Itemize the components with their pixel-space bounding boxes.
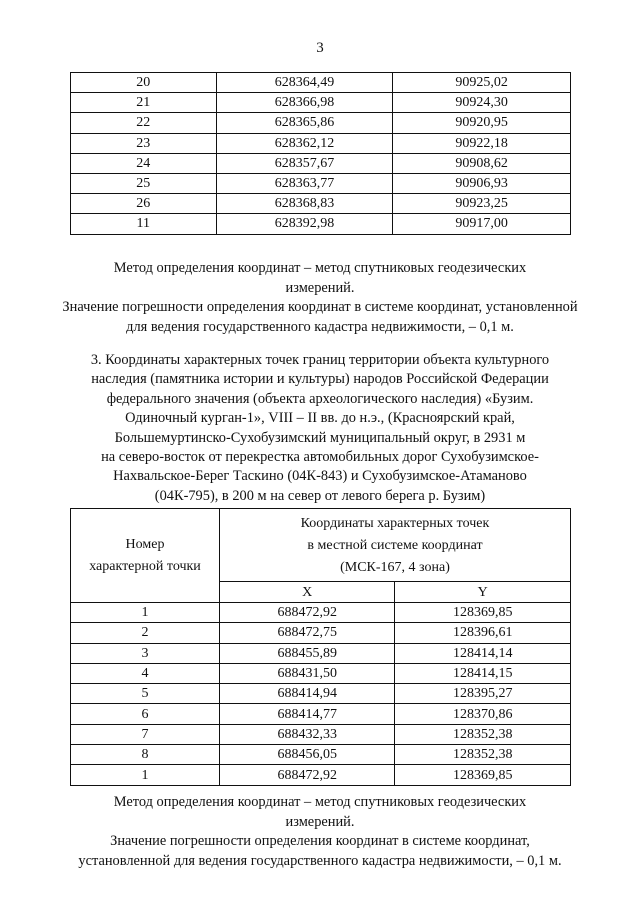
cell-y: 90908,62 [393, 153, 571, 173]
cell-y: 90922,18 [393, 133, 571, 153]
header-line: Координаты характерных точек [300, 516, 490, 531]
cell-y: 128369,85 [395, 603, 571, 623]
cell-y: 90924,30 [393, 93, 571, 113]
cell-point-number: 11 [71, 214, 217, 234]
table-row [71, 173, 571, 193]
table-row [71, 603, 571, 623]
cell-x: 688432,33 [220, 724, 395, 744]
cell-x: 628362,12 [216, 133, 393, 153]
cell-y: 90923,25 [393, 194, 571, 214]
table-row [71, 724, 571, 744]
table-row [71, 663, 571, 683]
section-line: федерального значения (объекта археологического наследия) «Бузим. [106, 390, 534, 407]
section-line: Большемуртинско-Сухобузимский муниципальный округ, в 2931 м [114, 429, 526, 446]
cell-x: 688414,77 [220, 704, 395, 724]
method-note-2 [40, 793, 600, 871]
cell-point-number: 24 [71, 153, 217, 173]
header-line: Номер [125, 536, 165, 552]
cell-point-number: 23 [71, 133, 217, 153]
cell-y: 90906,93 [393, 173, 571, 193]
cell-y: 90925,02 [393, 73, 571, 93]
coordinates-table [70, 508, 571, 786]
cell-x: 628363,77 [216, 173, 393, 193]
cell-x: 688414,94 [220, 684, 395, 704]
method-note-line: установленной для ведения государственного кадастра недвижимости, – 0,1 м. [78, 852, 562, 869]
table2-header [71, 509, 571, 603]
cell-y: 128352,38 [395, 724, 571, 744]
header-coordinates [220, 509, 571, 582]
cell-point-number: 2 [71, 623, 220, 643]
cell-x: 688472,92 [220, 603, 395, 623]
table-row [71, 623, 571, 643]
section-3-heading [40, 351, 600, 506]
cell-x: 688455,89 [220, 643, 395, 663]
method-note-line: измерений. [285, 813, 355, 830]
cell-point-number: 26 [71, 194, 217, 214]
cell-y: 128414,15 [395, 663, 571, 683]
cell-y: 128352,38 [395, 745, 571, 765]
cell-point-number: 22 [71, 113, 217, 133]
table-row [71, 133, 571, 153]
header-y: Y [395, 582, 571, 603]
cell-x: 688472,92 [220, 765, 395, 785]
cell-y: 90920,95 [393, 113, 571, 133]
cell-point-number: 3 [71, 643, 220, 663]
header-x: X [220, 582, 395, 603]
method-note-1 [40, 259, 600, 337]
cell-point-number: 8 [71, 745, 220, 765]
header-line: в местной системе координат [307, 538, 483, 553]
cell-x: 688431,50 [220, 663, 395, 683]
table-row [71, 214, 571, 234]
table-row [71, 643, 571, 663]
cell-x: 688456,05 [220, 745, 395, 765]
method-note-line: Значение погрешности определения координат в системе координат, установленной [62, 299, 578, 315]
section-line: (04К-795), в 200 м на север от левого берега р. Бузим) [154, 487, 486, 504]
table1-body [71, 73, 571, 235]
section-line: Нахвальское-Берег Таскино (04К-843) и Сухобузимское-Атаманово [113, 468, 527, 485]
table-row [71, 745, 571, 765]
table-row [71, 73, 571, 93]
section-line: 3. Координаты характерных точек границ территории объекта культурного [90, 352, 550, 368]
method-note-line: измерений. [285, 279, 355, 296]
cell-point-number: 25 [71, 173, 217, 193]
cell-y: 90917,00 [393, 214, 571, 234]
cell-x: 688472,75 [220, 623, 395, 643]
section-line: на северо-восток от перекрестка автомобильных дорог Сухобузимское- [101, 449, 539, 466]
cell-x: 628365,86 [216, 113, 393, 133]
section-line: наследия (памятника истории и культуры) народов Российской Федерации [91, 371, 549, 388]
cell-point-number: 7 [71, 724, 220, 744]
cell-point-number: 5 [71, 684, 220, 704]
cell-point-number: 20 [71, 73, 217, 93]
table-row [71, 765, 571, 785]
cell-y: 128396,61 [395, 623, 571, 643]
cell-y: 128395,27 [395, 684, 571, 704]
table-row [71, 153, 571, 173]
cell-point-number: 21 [71, 93, 217, 113]
cell-x: 628368,83 [216, 194, 393, 214]
cell-y: 128370,86 [395, 704, 571, 724]
method-note-line: Метод определения координат – метод спутниковых геодезических [113, 794, 527, 810]
cell-y: 128369,85 [395, 765, 571, 785]
table-row [71, 704, 571, 724]
cell-point-number: 1 [71, 603, 220, 623]
cell-point-number: 4 [71, 663, 220, 683]
cell-point-number: 1 [71, 765, 220, 785]
section-line: Одиночный курган-1», VIII – II вв. до н.э., (Красноярский край, [125, 410, 515, 427]
table-row [71, 194, 571, 214]
table-row [71, 93, 571, 113]
coordinates-table-continued [70, 72, 571, 235]
method-note-line: Значение погрешности определения координат в системе координат, [110, 833, 530, 849]
cell-y: 128414,14 [395, 643, 571, 663]
table-row [71, 113, 571, 133]
cell-point-number: 6 [71, 704, 220, 724]
header-point-number [71, 509, 220, 603]
cell-x: 628364,49 [216, 73, 393, 93]
cell-x: 628392,98 [216, 214, 393, 234]
cell-x: 628366,98 [216, 93, 393, 113]
header-line: характерной точки [89, 558, 201, 574]
method-note-line: Метод определения координат – метод спутниковых геодезических [113, 260, 527, 276]
table2-body [71, 603, 571, 786]
method-note-line: для ведения государственного кадастра недвижимости, – 0,1 м. [126, 318, 514, 335]
header-line: (МСК-167, 4 зона) [340, 560, 450, 575]
cell-x: 628357,67 [216, 153, 393, 173]
page-number: 3 [316, 40, 324, 56]
table-row [71, 684, 571, 704]
